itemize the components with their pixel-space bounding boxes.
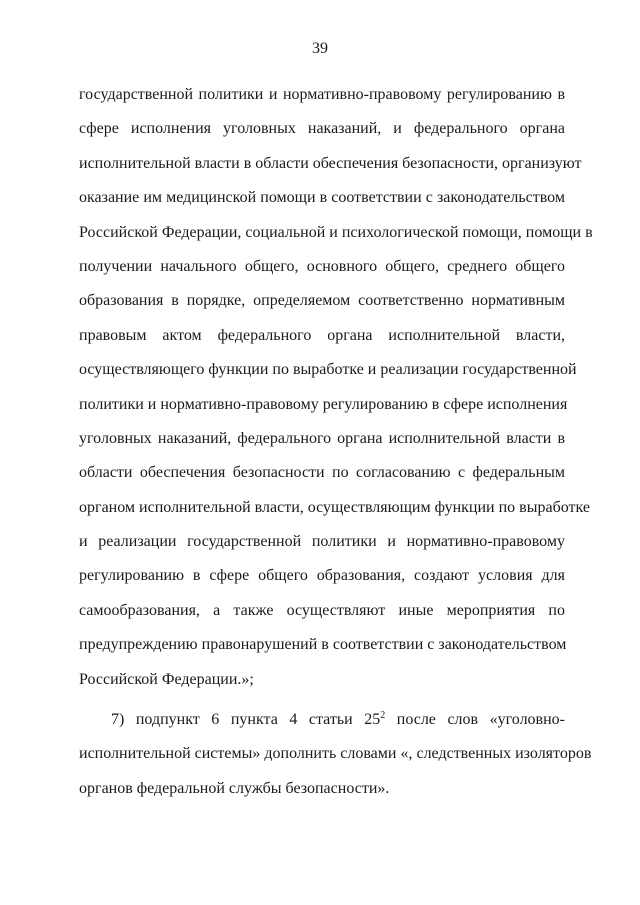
text-line: исполнительной системы» дополнить словами «, следственных изоляторов (79, 745, 592, 763)
text-line: правовым актом федерального органа исполнительной власти, (79, 326, 565, 344)
text-line: области обеспечения безопасности по согласованию с федеральным (79, 464, 565, 482)
text-line: органов федеральной службы безопасности». (79, 779, 390, 797)
text-line: Российской Федерации, социальной и психологической помощи, помощи в (79, 223, 593, 241)
text-line: предупреждению правонарушений в соответствии с законодательством (79, 636, 567, 654)
document-body (79, 78, 593, 806)
text-line: государственной политики и нормативно-правовому регулированию в (79, 86, 565, 103)
text-line: органом исполнительной власти, осуществляющим функции по выработке (79, 498, 590, 516)
text-line (79, 703, 565, 737)
text-line: образования в порядке, определяемом соответственно нормативным (79, 292, 565, 310)
text-line: самообразования, а также осуществляют иные мероприятия по (79, 601, 565, 619)
text-line: Российской Федерации.»; (79, 670, 254, 688)
text-line: и реализации государственной политики и нормативно-правовому (79, 533, 565, 551)
text-line: оказание им медицинской помощи в соответствии с законодательством (79, 189, 565, 207)
page-number: 39 (312, 40, 328, 57)
amendment-text: 7) подпункт 6 пункта 4 статьи 25 (111, 711, 381, 729)
text-line: осуществляющего функции по выработке и реализации государственной (79, 361, 577, 379)
text-line: исполнительной власти в области обеспечения безопасности, организуют (79, 154, 582, 172)
paragraph-2 (79, 703, 592, 806)
text-line: регулированию в сфере общего образования, создают условия для (79, 567, 565, 585)
article-superscript: 2 (380, 710, 386, 722)
text-line: политики и нормативно-правовому регулированию в сфере исполнения (79, 395, 568, 413)
text-line: сфере исполнения уголовных наказаний, и федерального органа (79, 120, 565, 138)
paragraph-1 (79, 78, 593, 697)
text-line: уголовных наказаний, федерального органа исполнительной власти в (79, 429, 565, 447)
amendment-text-cont: после слов «уголовно- (385, 711, 565, 729)
text-line: получении начального общего, основного общего, среднего общего (79, 257, 565, 275)
